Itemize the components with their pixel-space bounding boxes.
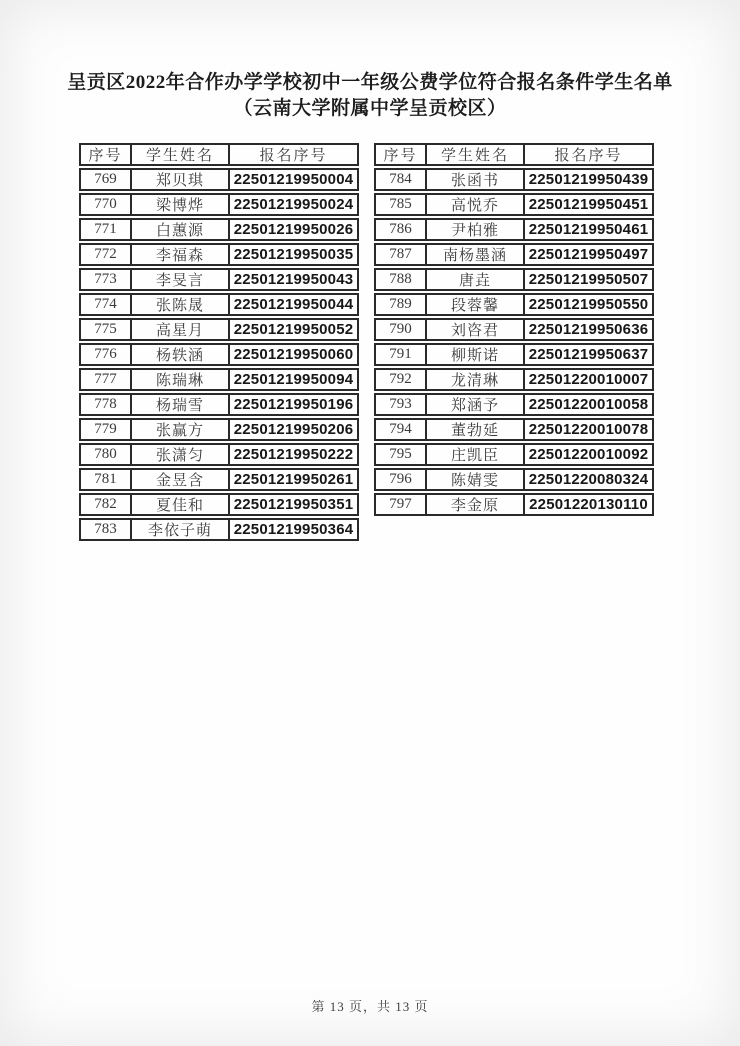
student-name-cell: 白蕙源: [130, 218, 230, 241]
table-row: [374, 268, 654, 291]
serial-cell: 787: [374, 243, 427, 266]
student-name-cell: 柳斯诺: [425, 343, 525, 366]
page-number-footer: 第 13 页，共 13 页: [311, 999, 429, 1014]
student-name-cell: 张赢方: [130, 418, 230, 441]
student-tables-container: [79, 143, 654, 543]
student-name-cell: 杨瑞雪: [130, 393, 230, 416]
registration-number-cell: 22501219950196: [228, 393, 359, 416]
serial-cell: 788: [374, 268, 427, 291]
registration-number-cell: 22501219950043: [228, 268, 359, 291]
registration-number-cell: 22501220080324: [523, 468, 654, 491]
registration-number-cell: 22501219950461: [523, 218, 654, 241]
serial-cell: 784: [374, 168, 427, 191]
table-row: [374, 168, 654, 191]
student-name-cell: 金昱含: [130, 468, 230, 491]
student-name-cell: 庄凯臣: [425, 443, 525, 466]
table-row: [79, 218, 359, 241]
student-table-left: [79, 143, 359, 543]
serial-cell: 776: [79, 343, 132, 366]
student-name-cell: 陈瑞琳: [130, 368, 230, 391]
student-name-cell: 夏佳和: [130, 493, 230, 516]
registration-number-cell: 22501219950364: [228, 518, 359, 541]
serial-cell: 786: [374, 218, 427, 241]
serial-cell: 772: [79, 243, 132, 266]
table-row: [79, 193, 359, 216]
table-row: [374, 193, 654, 216]
table-row: [374, 343, 654, 366]
table-header-row: [79, 143, 359, 166]
registration-number-cell: 22501219950637: [523, 343, 654, 366]
serial-cell: 782: [79, 493, 132, 516]
column-header: 报名序号: [523, 143, 654, 166]
registration-number-cell: 22501220130110: [523, 493, 654, 516]
student-name-cell: 刘咨君: [425, 318, 525, 341]
registration-number-cell: 22501219950497: [523, 243, 654, 266]
serial-cell: 791: [374, 343, 427, 366]
student-name-cell: 段蓉馨: [425, 293, 525, 316]
serial-cell: 773: [79, 268, 132, 291]
table-row: [374, 368, 654, 391]
table-row: [79, 293, 359, 316]
student-name-cell: 张函书: [425, 168, 525, 191]
student-name-cell: 张陈晟: [130, 293, 230, 316]
student-name-cell: 董勃延: [425, 418, 525, 441]
serial-cell: 771: [79, 218, 132, 241]
registration-number-cell: 22501219950439: [523, 168, 654, 191]
table-row: [79, 343, 359, 366]
serial-cell: 789: [374, 293, 427, 316]
registration-number-cell: 22501219950636: [523, 318, 654, 341]
table-header-row: [374, 143, 654, 166]
student-name-cell: 李金原: [425, 493, 525, 516]
table-row: [374, 218, 654, 241]
document-title: [0, 70, 740, 122]
serial-cell: 770: [79, 193, 132, 216]
table-row: [79, 243, 359, 266]
table-row: [79, 468, 359, 491]
table-row: [79, 168, 359, 191]
student-name-cell: 张潇匀: [130, 443, 230, 466]
table-row: [374, 418, 654, 441]
serial-cell: 790: [374, 318, 427, 341]
table-row: [79, 418, 359, 441]
student-name-cell: 高悦乔: [425, 193, 525, 216]
registration-number-cell: 22501219950052: [228, 318, 359, 341]
document-title-line-2: （云南大学附属中学呈贡校区）: [233, 98, 507, 119]
registration-number-cell: 22501219950507: [523, 268, 654, 291]
table-row: [374, 443, 654, 466]
registration-number-cell: 22501220010078: [523, 418, 654, 441]
serial-cell: 775: [79, 318, 132, 341]
serial-cell: 792: [374, 368, 427, 391]
registration-number-cell: 22501219950044: [228, 293, 359, 316]
serial-cell: 796: [374, 468, 427, 491]
serial-cell: 793: [374, 393, 427, 416]
student-name-cell: 陈婧雯: [425, 468, 525, 491]
column-header: 学生姓名: [130, 143, 230, 166]
serial-cell: 795: [374, 443, 427, 466]
student-name-cell: 杨轶涵: [130, 343, 230, 366]
serial-cell: 797: [374, 493, 427, 516]
document-title-line-1: 呈贡区2022年合作办学学校初中一年级公费学位符合报名条件学生名单: [67, 72, 673, 93]
table-row: [374, 318, 654, 341]
table-row: [374, 493, 654, 516]
student-name-cell: 龙清琳: [425, 368, 525, 391]
student-table-right: [374, 143, 654, 518]
table-row: [79, 268, 359, 291]
registration-number-cell: 22501219950451: [523, 193, 654, 216]
student-name-cell: 李依子萌: [130, 518, 230, 541]
student-name-cell: 南杨墨涵: [425, 243, 525, 266]
column-header: 学生姓名: [425, 143, 525, 166]
serial-cell: 780: [79, 443, 132, 466]
registration-number-cell: 22501219950094: [228, 368, 359, 391]
serial-cell: 783: [79, 518, 132, 541]
table-row: [79, 318, 359, 341]
student-name-cell: 唐垚: [425, 268, 525, 291]
registration-number-cell: 22501220010058: [523, 393, 654, 416]
student-name-cell: 李旻言: [130, 268, 230, 291]
student-name-cell: 李福森: [130, 243, 230, 266]
serial-cell: 779: [79, 418, 132, 441]
registration-number-cell: 22501219950222: [228, 443, 359, 466]
table-row: [79, 393, 359, 416]
serial-cell: 774: [79, 293, 132, 316]
registration-number-cell: 22501219950206: [228, 418, 359, 441]
student-name-cell: 郑涵予: [425, 393, 525, 416]
table-row: [79, 493, 359, 516]
column-header: 序号: [79, 143, 132, 166]
serial-cell: 794: [374, 418, 427, 441]
table-row: [79, 368, 359, 391]
registration-number-cell: 22501219950035: [228, 243, 359, 266]
serial-cell: 781: [79, 468, 132, 491]
student-name-cell: 梁博烨: [130, 193, 230, 216]
registration-number-cell: 22501219950004: [228, 168, 359, 191]
student-name-cell: 郑贝琪: [130, 168, 230, 191]
column-header: 序号: [374, 143, 427, 166]
registration-number-cell: 22501219950550: [523, 293, 654, 316]
registration-number-cell: 22501219950024: [228, 193, 359, 216]
serial-cell: 769: [79, 168, 132, 191]
table-row: [374, 243, 654, 266]
table-row: [79, 518, 359, 541]
table-row: [374, 468, 654, 491]
registration-number-cell: 22501219950261: [228, 468, 359, 491]
table-row: [374, 393, 654, 416]
table-row: [374, 293, 654, 316]
registration-number-cell: 22501220010007: [523, 368, 654, 391]
registration-number-cell: 22501220010092: [523, 443, 654, 466]
registration-number-cell: 22501219950026: [228, 218, 359, 241]
table-row: [79, 443, 359, 466]
serial-cell: 778: [79, 393, 132, 416]
registration-number-cell: 22501219950060: [228, 343, 359, 366]
student-name-cell: 尹柏雅: [425, 218, 525, 241]
serial-cell: 777: [79, 368, 132, 391]
student-name-cell: 高星月: [130, 318, 230, 341]
registration-number-cell: 22501219950351: [228, 493, 359, 516]
serial-cell: 785: [374, 193, 427, 216]
column-header: 报名序号: [228, 143, 359, 166]
